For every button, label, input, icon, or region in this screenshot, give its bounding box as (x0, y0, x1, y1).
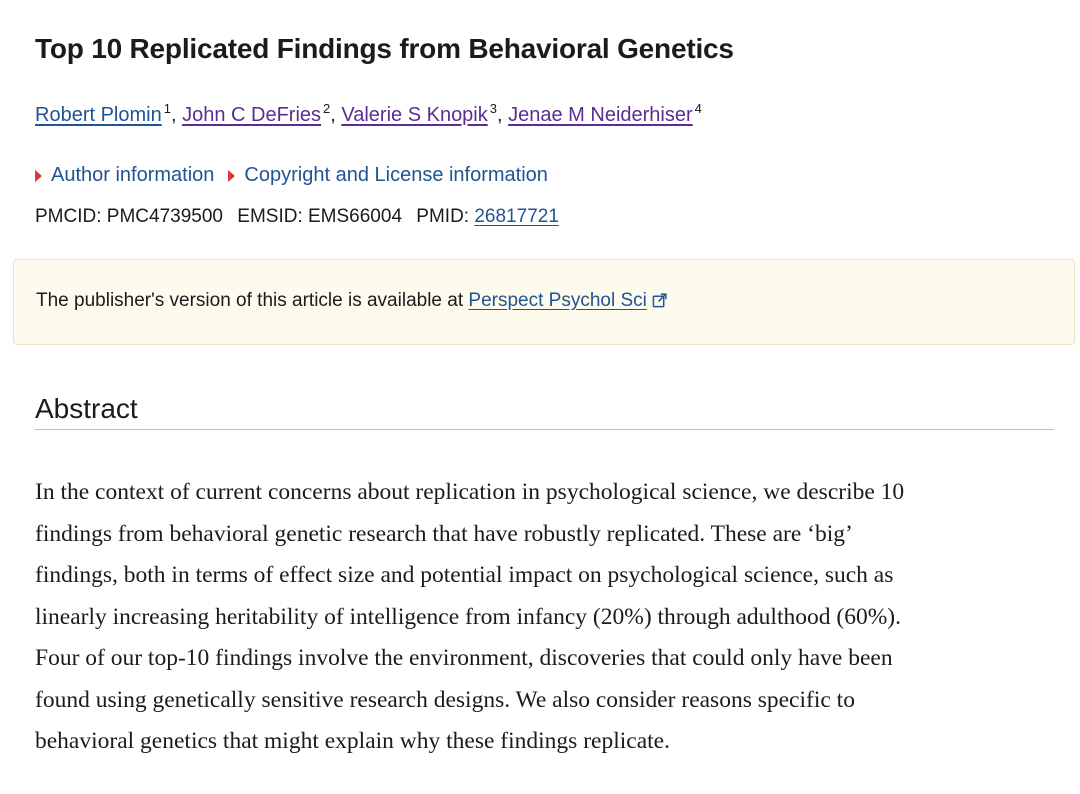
abstract-text (35, 472, 1065, 763)
abstract-line: findings, both in terms of effect size and potential impact on psychological science, such as (35, 562, 894, 588)
abstract-line: found using genetically sensitive research designs. We also consider reasons specific to (35, 686, 855, 713)
abstract-line: findings from behavioral genetic research that have robustly replicated. These are ‘big’ (35, 520, 853, 547)
pmcid-value: PMC4739500 (106, 206, 223, 227)
publisher-notice-text: The publisher's version of this article is available at (36, 290, 464, 311)
caret-right-icon (35, 170, 42, 182)
author-affiliation-1: 1 (163, 101, 171, 116)
article-info-toggles (35, 164, 562, 187)
publisher-journal-link[interactable]: Perspect Psychol Sci (468, 290, 647, 311)
publisher-version-notice (13, 259, 1075, 345)
author-separator: , (170, 104, 177, 126)
author-link-neiderhiser[interactable]: Jenae M Neiderhiser (508, 104, 693, 126)
abstract-line: behavioral genetics that might explain why these findings replicate. (35, 728, 670, 754)
author-information-toggle[interactable] (35, 164, 214, 187)
caret-right-icon (228, 170, 235, 182)
copyright-license-label: Copyright and License information (244, 164, 548, 186)
author-list (35, 101, 702, 127)
abstract-heading: Abstract (35, 393, 138, 424)
author-link-plomin[interactable]: Robert Plomin (35, 104, 162, 126)
abstract-line: In the context of current concerns about replication in psychological science, we describe 10 (35, 479, 905, 505)
abstract-divider (35, 429, 1054, 430)
emsid-value: EMS66004 (308, 206, 403, 227)
external-link-icon[interactable] (652, 292, 667, 314)
article-title: Top 10 Replicated Findings from Behavioral Genetics (35, 33, 734, 64)
author-affiliation-4: 4 (694, 101, 702, 116)
author-link-knopik[interactable]: Valerie S Knopik (341, 104, 488, 126)
author-separator: , (330, 104, 336, 126)
pmcid-label: PMCID: (35, 206, 102, 227)
author-information-label: Author information (51, 164, 215, 186)
author-link-defries[interactable]: John C DeFries (182, 104, 322, 126)
article-identifiers (35, 206, 559, 228)
copyright-license-toggle[interactable] (228, 164, 548, 187)
emsid-label: EMSID: (237, 206, 303, 227)
abstract-line: linearly increasing heritability of intelligence from infancy (20%) through adulthood (60%). (35, 603, 901, 630)
pmid-label: PMID: (416, 206, 470, 227)
author-affiliation-3: 3 (489, 101, 497, 116)
abstract-line: Four of our top-10 findings involve the environment, discoveries that could only have been (35, 645, 893, 671)
pmid-link[interactable]: 26817721 (474, 206, 559, 227)
author-affiliation-2: 2 (323, 101, 331, 116)
author-separator: , (497, 104, 503, 126)
